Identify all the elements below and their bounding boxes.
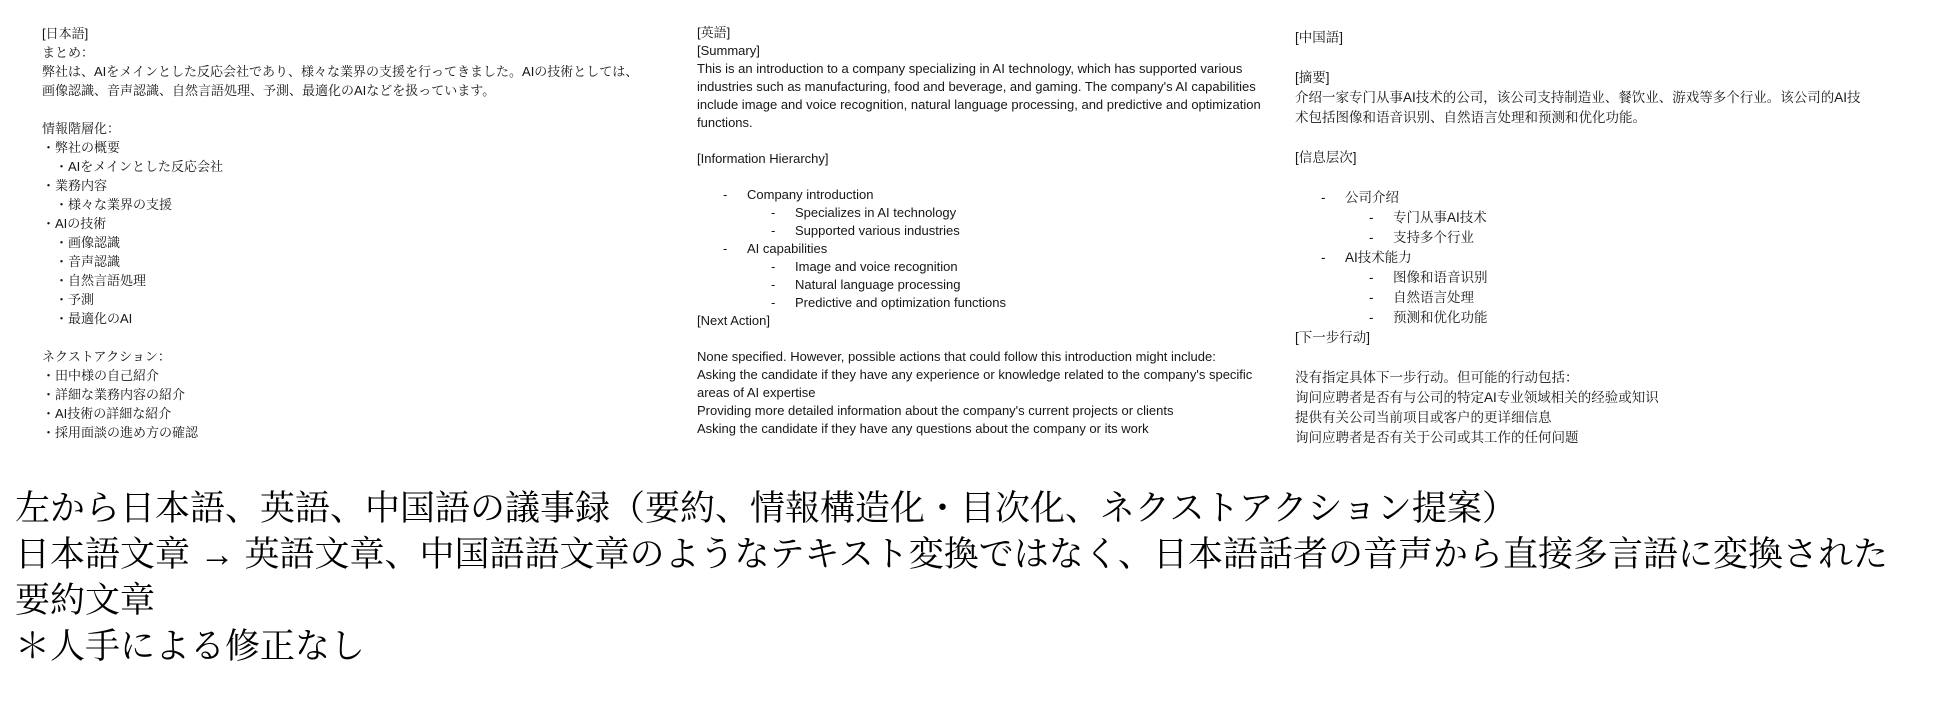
bullet-text: 图像和语音识别 <box>1393 270 1488 285</box>
next-action-paragraph: Providing more detailed information about the company's current projects or clients <box>697 403 1174 418</box>
bullet-text: AI capabilities <box>747 241 828 256</box>
bullet-item: ・AIの技術 <box>42 216 107 231</box>
bullet-item <box>1295 248 1870 268</box>
blank-line <box>1295 48 1870 68</box>
bottom-caption <box>15 486 1923 670</box>
bullet-text: AI技术能力 <box>1345 250 1412 265</box>
bullet-subitem <box>1295 208 1870 228</box>
caption-line-no-manual-edit: ＊人手による修正なし <box>15 627 366 666</box>
language-label-english: [英語] <box>697 25 731 40</box>
next-action-paragraph: None specified. However, possible actions that could follow this introduction might include: <box>697 349 1216 364</box>
dash-bullet-marker: - <box>771 223 776 238</box>
bullet-subitem <box>697 276 1272 294</box>
bullet-text: Company introduction <box>747 187 874 202</box>
caption-line-languages: 左から日本語、英語、中国語の議事録（要約、情報構造化・目次化、ネクストアクション提案） <box>15 489 1517 528</box>
section-label-next-action: [下一步行动] <box>1295 330 1371 345</box>
bullet-text: 自然语言处理 <box>1393 290 1474 305</box>
bullet-subitem: ・最適化のAI <box>42 311 133 326</box>
bullet-text: 支持多个行业 <box>1393 230 1474 245</box>
bullet-item: ・採用面談の進め方の確認 <box>42 425 199 440</box>
blank-line <box>1295 348 1870 368</box>
dash-bullet-marker: - <box>771 259 776 274</box>
bullet-item: ・詳細な業務内容の紹介 <box>42 387 186 402</box>
bullet-subitem <box>1295 228 1870 248</box>
bullet-item <box>1295 188 1870 208</box>
english-minutes-column <box>697 24 1272 438</box>
blank-line <box>1295 168 1870 188</box>
dash-bullet-marker: - <box>723 241 728 256</box>
bullet-text: 专门从事AI技术 <box>1393 210 1487 225</box>
chinese-minutes-column <box>1295 28 1870 448</box>
bullet-text: Image and voice recognition <box>795 259 958 274</box>
language-label-chinese: [中国語] <box>1295 30 1344 45</box>
bullet-subitem <box>697 222 1272 240</box>
section-label-summary: [Summary] <box>697 43 760 58</box>
blank-line <box>697 330 1272 348</box>
bullet-subitem <box>1295 308 1870 328</box>
section-label-summary: [摘要] <box>1295 70 1330 85</box>
next-action-paragraph: 询问应聘者是否有与公司的特定AI专业领域相关的经验或知识 <box>1295 390 1659 405</box>
dash-bullet-marker: - <box>1369 210 1374 225</box>
blank-line <box>42 328 642 347</box>
section-label-hierarchy: 情報階層化： <box>42 121 121 136</box>
bullet-subitem: ・画像認識 <box>42 235 121 250</box>
next-action-paragraph: 没有指定具体下一步行动。但可能的行动包括： <box>1295 370 1579 385</box>
dash-bullet-marker: - <box>1369 230 1374 245</box>
dash-bullet-marker: - <box>723 187 728 202</box>
bullet-item <box>697 240 1272 258</box>
language-label-japanese: [日本語] <box>42 26 89 41</box>
summary-paragraph: This is an introduction to a company specializing in AI technology, which has supported various industries such as manufacturing, food and beverage, and gaming. The company's AI capabilities include image and voice recognition, natural language processing, and predictive and optimization functions. <box>697 61 1261 130</box>
bullet-subitem <box>697 294 1272 312</box>
next-action-paragraph: Asking the candidate if they have any questions about the company or its work <box>697 421 1149 436</box>
bullet-item: ・業務内容 <box>42 178 108 193</box>
next-action-paragraph: 提供有关公司当前项目或客户的更详细信息 <box>1295 410 1552 425</box>
bullet-subitem <box>697 258 1272 276</box>
summary-paragraph: 弊社は、AIをメインとした反応会社であり、様々な業界の支援を行ってきました。AIの技術としては、画像認識、音声認識、自然言語処理、予測、最適化のAIなどを扱っています。 <box>42 64 639 98</box>
bullet-item: ・弊社の概要 <box>42 140 121 155</box>
bullet-item: ・田中様の自己紹介 <box>42 368 160 383</box>
section-label-hierarchy: [Information Hierarchy] <box>697 151 829 166</box>
bullet-item <box>697 186 1272 204</box>
blank-line <box>1295 128 1870 148</box>
bullet-subitem <box>697 204 1272 222</box>
bullet-text: 公司介绍 <box>1345 190 1399 205</box>
caption-line-conversion-note: 日本語文章 → 英語文章、中国語語文章のようなテキスト変換ではなく、日本語話者の音声から直接多言語に変換された要約文章 <box>15 535 1889 620</box>
japanese-minutes-column <box>42 24 642 442</box>
bullet-subitem <box>1295 288 1870 308</box>
blank-line <box>697 168 1272 186</box>
dash-bullet-marker: - <box>1369 290 1374 305</box>
section-label-hierarchy: [信息层次] <box>1295 150 1357 165</box>
summary-paragraph: 介绍一家专门从事AI技术的公司，该公司支持制造业、餐饮业、游戏等多个行业。该公司的AI技术包括图像和语音识别、自然语言处理和预测和优化功能。 <box>1295 90 1861 125</box>
dash-bullet-marker: - <box>1369 270 1374 285</box>
dash-bullet-marker: - <box>771 295 776 310</box>
bullet-text: Predictive and optimization functions <box>795 295 1007 310</box>
bullet-text: Natural language processing <box>795 277 961 292</box>
bullet-subitem: ・音声認識 <box>42 254 121 269</box>
dash-bullet-marker: - <box>1321 190 1326 205</box>
blank-line <box>42 100 642 119</box>
dash-bullet-marker: - <box>771 277 776 292</box>
bullet-subitem: ・予測 <box>42 292 95 307</box>
dash-bullet-marker: - <box>1369 310 1374 325</box>
bullet-subitem: ・様々な業界の支援 <box>42 197 173 212</box>
section-label-next-action: [Next Action] <box>697 313 770 328</box>
blank-line <box>697 132 1272 150</box>
section-label-summary: まとめ： <box>42 45 95 60</box>
next-action-paragraph: Asking the candidate if they have any experience or knowledge related to the company's specific areas of AI expertise <box>697 367 1253 400</box>
dash-bullet-marker: - <box>1321 250 1326 265</box>
bullet-text: 预测和优化功能 <box>1393 310 1488 325</box>
bullet-subitem: ・自然言語処理 <box>42 273 147 288</box>
section-label-next-action: ネクストアクション： <box>42 349 171 364</box>
bullet-text: Supported various industries <box>795 223 960 238</box>
bullet-subitem <box>1295 268 1870 288</box>
dash-bullet-marker: - <box>771 205 776 220</box>
next-action-paragraph: 询问应聘者是否有关于公司或其工作的任何问题 <box>1295 430 1579 445</box>
bullet-item: ・AI技術の詳細な紹介 <box>42 406 172 421</box>
bullet-subitem: ・AIをメインとした反応会社 <box>42 159 224 174</box>
bullet-text: Specializes in AI technology <box>795 205 957 220</box>
